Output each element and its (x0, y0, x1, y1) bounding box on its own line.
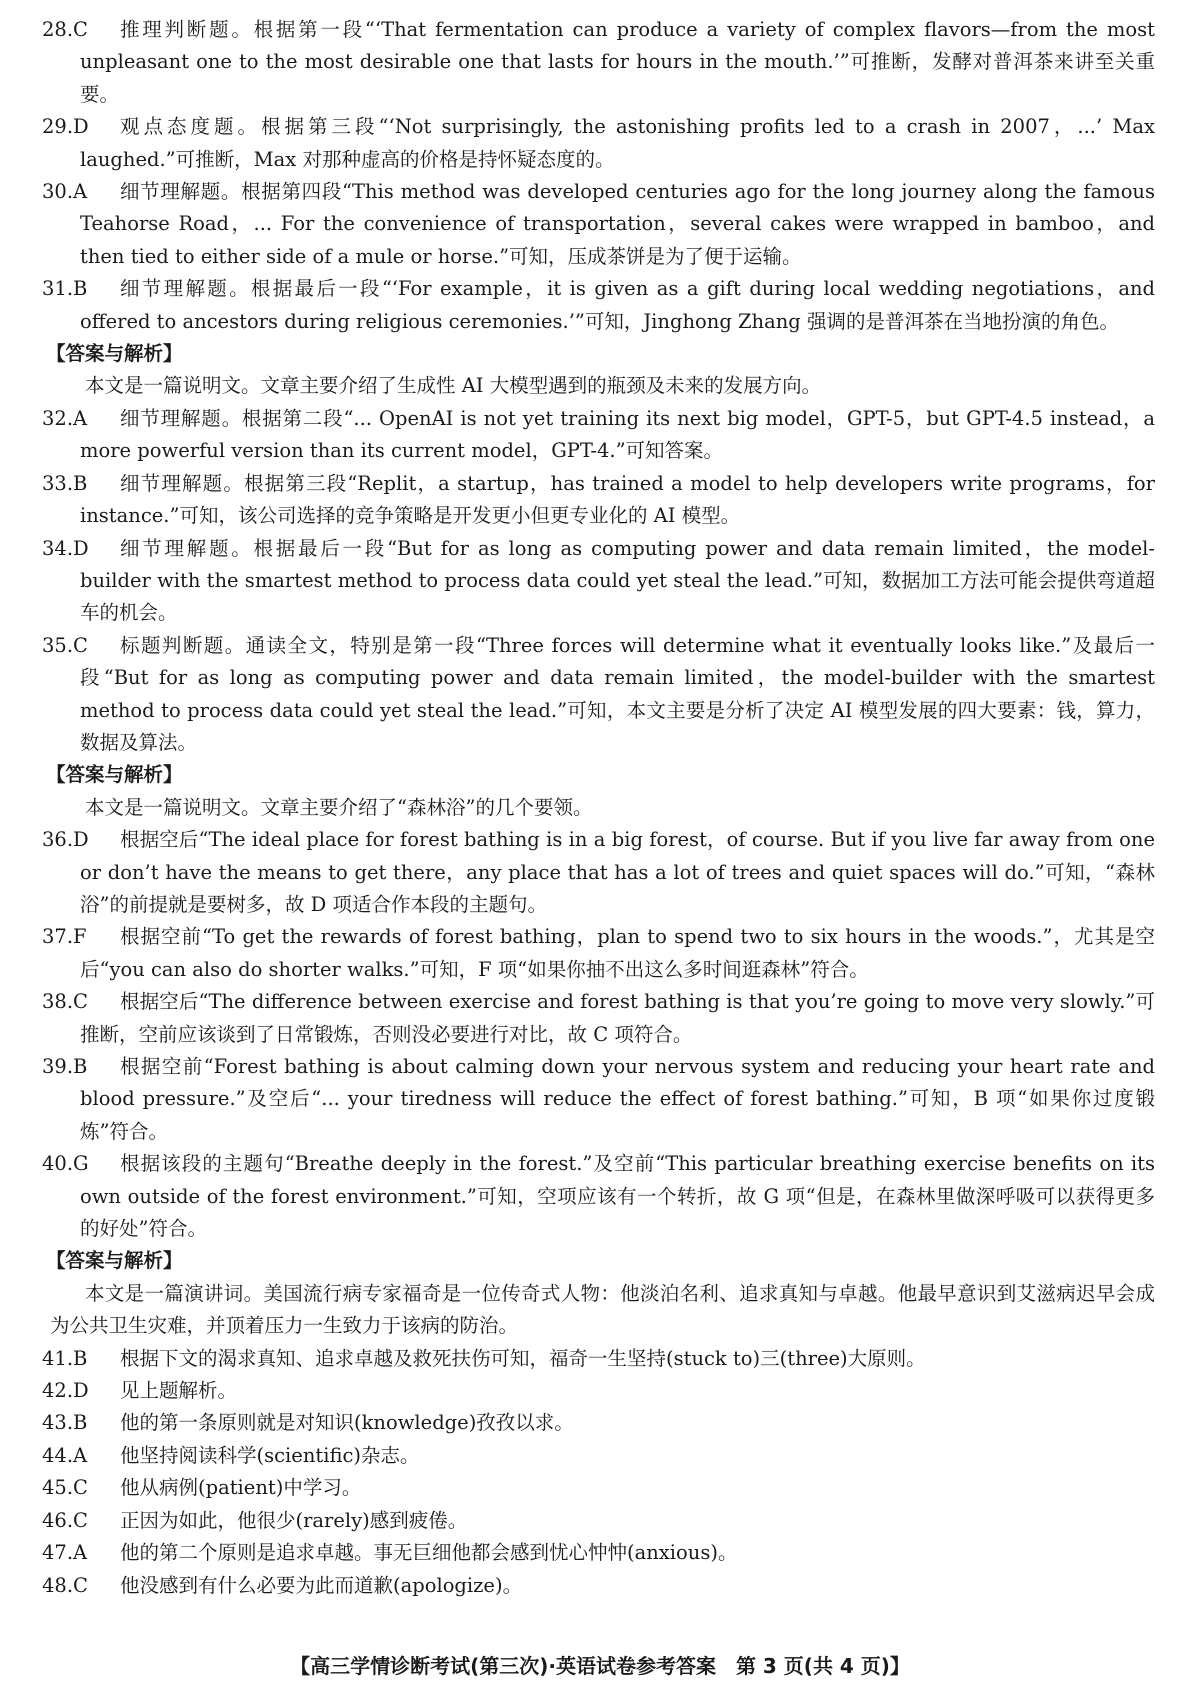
question-number: 47. (42, 1541, 74, 1565)
answer-letter: D (73, 1379, 89, 1403)
passage-summary: 本文是一篇说明文。文章主要介绍了“森林浴”的几个要领。 (85, 795, 593, 819)
answer-item (42, 403, 1155, 468)
explanation-text: 根据空后“The difference between exercise and forest bathing is that you’re going to move very slowly.”可推断，空前应该谈到了日常锻炼，否则没必要进行对比，故 C 项符合。 (80, 990, 1155, 1046)
answer-item (42, 273, 1155, 338)
question-number: 34. (42, 536, 74, 560)
explanation-text: 他从病例(patient)中学习。 (120, 1476, 362, 1500)
answer-letter: A (73, 1541, 88, 1565)
answer-item (42, 468, 1155, 533)
explanation-text: 根据空前“Forest bathing is about calming down your nervous system and reducing your heart rate and blood pressure.”及空后“... your tiredness will reduce the effect of forest bathing.”可知，B 项“如果你过度锻炼”符合。 (80, 1055, 1155, 1143)
explanation-text: 推理判断题。根据第一段“‘That fermentation can produce a variety of complex flavors—from the most unpleasant one to the most desirable one that lasts for hours in the mouth.’”可推断，发酵对普洱茶来讲至关重要。 (80, 18, 1155, 106)
question-number: 44. (42, 1443, 74, 1467)
question-number: 33. (42, 471, 74, 495)
answer-item (42, 1407, 1155, 1439)
answer-key-body (42, 14, 1155, 1602)
answer-letter: F (73, 925, 87, 949)
answer-letter: A (73, 180, 88, 204)
answer-letter: B (73, 471, 88, 495)
explanation-text: 根据下文的渴求真知、追求卓越及救死扶伤可知，福奇一生坚持(stuck to)三(three)大原则。 (120, 1346, 926, 1370)
answer-letter: C (73, 633, 88, 657)
answer-letter: D (73, 828, 89, 852)
question-number: 30. (42, 180, 74, 204)
explanation-text: 标题判断题。通读全文，特别是第一段“Three forces will determine what it eventually looks like.”及最后一段“But for as long as computing power and data remain limited，the model-builder with the smartest method to process data could yet steal the lead.”可知，本文主要是分析了决定 AI 模型发展的四大要素：钱，算力，数据及算法。 (80, 633, 1155, 754)
question-number: 36. (42, 828, 74, 852)
question-number: 48. (42, 1573, 74, 1597)
answer-letter: C (73, 1573, 88, 1597)
answer-item (42, 986, 1155, 1051)
explanation-text: 他没感到有什么必要为此而道歉(apologize)。 (120, 1573, 523, 1597)
answer-letter: C (73, 18, 88, 41)
section-heading: 【答案与解析】 (46, 1249, 183, 1273)
answer-letter: B (73, 1055, 88, 1078)
answer-item (42, 176, 1155, 273)
answer-item (42, 921, 1155, 986)
answer-letter: C (73, 1508, 88, 1532)
answer-item (42, 1505, 1155, 1537)
answer-item (42, 533, 1155, 630)
explanation-text: 见上题解析。 (120, 1379, 238, 1403)
explanation-text: 他的第一条原则就是对知识(knowledge)孜孜以求。 (120, 1411, 574, 1435)
question-number: 32. (42, 406, 74, 430)
question-number: 38. (42, 990, 74, 1014)
answer-item (42, 1537, 1155, 1569)
answer-item (42, 824, 1155, 921)
question-number: 35. (42, 633, 74, 657)
question-number: 46. (42, 1508, 74, 1532)
explanation-text: 细节理解题。根据第四段“This method was developed centuries ago for the long journey along the famous Teahorse Road，... For the convenience of transportation，several cakes were wrapped in bamboo，and then tied to either side of a mule or horse.”可知，压成茶饼是为了便于运输。 (80, 180, 1155, 268)
answer-letter: A (73, 406, 88, 430)
question-number: 39. (42, 1055, 74, 1078)
answer-item (42, 1570, 1155, 1602)
answer-item (42, 1440, 1155, 1472)
question-number: 28. (42, 18, 74, 41)
question-number: 43. (42, 1411, 74, 1435)
answer-letter: G (73, 1152, 89, 1176)
answer-item (42, 111, 1155, 176)
answer-item (42, 1148, 1155, 1245)
explanation-text: 观点态度题。根据第三段“‘Not surprisingly, the astonishing profits led to a crash in 2007，...’ Max laughed.”可推断，Max 对那种虚高的价格是持怀疑态度的。 (80, 115, 1155, 171)
explanation-text: 根据该段的主题句“Breathe deeply in the forest.”及空前“This particular breathing exercise benefits on its own outside of the forest environment.”可知，空项应该有一个转折，故 G 项“但是，在森林里做深呼吸可以获得更多的好处”符合。 (80, 1152, 1155, 1241)
answer-item (42, 1375, 1155, 1407)
answer-letter: B (73, 277, 88, 301)
passage-summary: 本文是一篇演讲词。美国流行病专家福奇是一位传奇式人物：他淡泊名利、追求真知与卓越。他最早意识到艾滋病迟早会成为公共卫生灾难，并顶着压力一生致力于该病的防治。 (50, 1281, 1155, 1338)
explanation-text: 细节理解题。根据最后一段“‘For example，it is given as a gift during local wedding negotiations，and offered to ancestors during religious ceremonies.’”可知，Jinghong Zhang 强调的是普洱茶在当地扮演的角色。 (80, 277, 1155, 333)
answer-item (42, 14, 1155, 111)
question-number: 40. (42, 1152, 74, 1176)
explanation-text: 根据空后“The ideal place for forest bathing is in a big forest，of course. But if you live far away from one or don’t have the means to get there，any place that has a lot of trees and quiet spaces will do.”可知，“森林浴”的前提就是要树多，故 D 项适合作本段的主题句。 (80, 828, 1155, 916)
question-number: 29. (42, 115, 74, 139)
answer-letter: D (73, 536, 89, 560)
explanation-text: 细节理解题。根据最后一段“But for as long as computing power and data remain limited，the model-builder with the smartest method to process data could yet steal the lead.”可知，数据加工方法可能会提供弯道超车的机会。 (80, 536, 1155, 625)
section-heading: 【答案与解析】 (46, 342, 183, 366)
answer-letter: C (73, 990, 88, 1014)
question-number: 37. (42, 925, 74, 949)
question-number: 41. (42, 1346, 74, 1370)
explanation-text: 细节理解题。根据第三段“Replit，a startup，has trained a model to help developers write programs，for instance.”可知，该公司选择的竞争策略是开发更小但更专业化的 AI 模型。 (80, 471, 1155, 528)
explanation-text: 正因为如此，他很少(rarely)感到疲倦。 (120, 1508, 468, 1532)
answer-letter: B (73, 1346, 88, 1370)
question-number: 42. (42, 1379, 74, 1403)
answer-item (42, 630, 1155, 760)
page-footer: 【高三学情诊断考试(第三次)·英语试卷参考答案 第 3 页(共 4 页)】 (290, 1654, 910, 1678)
explanation-text: 细节理解题。根据第二段“... OpenAI is not yet training its next big model，GPT-5，but GPT-4.5 instead，a more powerful version than its current model，GPT-4.”可知答案。 (80, 406, 1155, 463)
answer-letter: A (73, 1443, 88, 1467)
section-heading: 【答案与解析】 (46, 763, 183, 787)
question-number: 45. (42, 1476, 74, 1500)
explanation-text: 他的第二个原则是追求卓越。事无巨细他都会感到忧心忡忡(anxious)。 (120, 1541, 738, 1565)
answer-item (42, 1472, 1155, 1504)
answer-item (42, 1051, 1155, 1148)
answer-item (42, 1343, 1155, 1375)
answer-letter: B (73, 1411, 88, 1435)
question-number: 31. (42, 277, 74, 301)
explanation-text: 根据空前“To get the rewards of forest bathing，plan to spend two to six hours in the woods.”，尤其是空后“you can also do shorter walks.”可知，F 项“如果你抽不出这么多时间逛森林”符合。 (80, 925, 1155, 981)
answer-letter: C (73, 1476, 88, 1500)
passage-summary: 本文是一篇说明文。文章主要介绍了生成性 AI 大模型遇到的瓶颈及未来的发展方向。 (85, 374, 822, 398)
explanation-text: 他坚持阅读科学(scientific)杂志。 (120, 1443, 420, 1467)
answer-letter: D (73, 115, 89, 139)
